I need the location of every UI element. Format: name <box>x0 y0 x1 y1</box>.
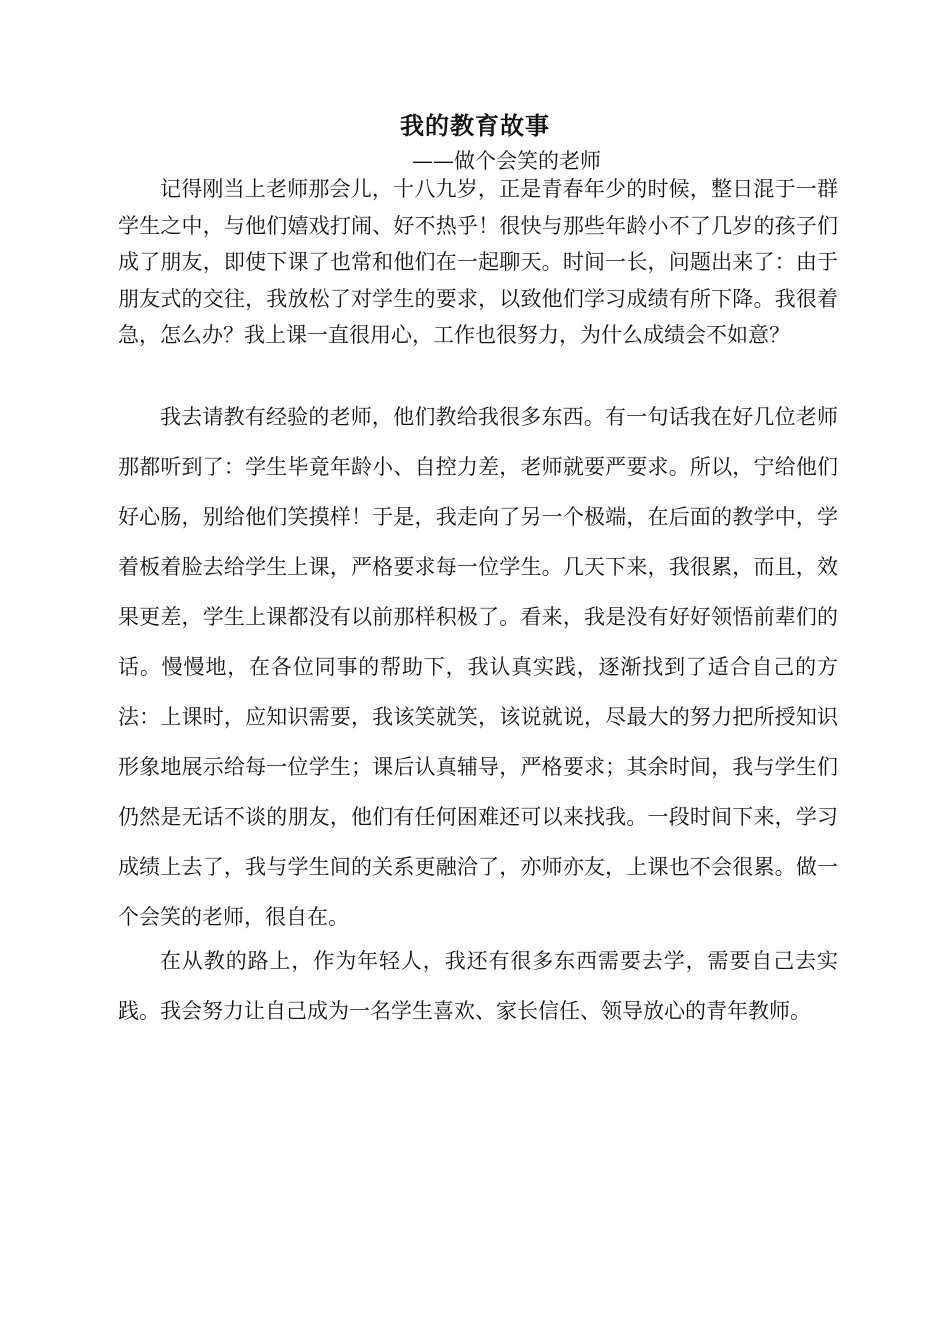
paragraph-2: 我去请教有经验的老师，他们教给我很多东西。有一句话我在好几位老师那都听到了：学生毕竟年龄小、自控力差，老师就要严要求。所以，宁给他们好心肠，别给他们笑摸样！于是，我走向了另一个极端，在后面的教学中，学着板着脸去给学生上课，严格要求每一位学生。几天下来，我很累，而且，效果更差，学生上课都没有以前那样积极了。看来，我是没有好好领悟前辈们的话。慢慢地，在各位同事的帮助下，我认真实践，逐渐找到了适合自己的方法：上课时，应知识需要，我该笑就笑，该说就说，尽最大的努力把所授知识形象地展示给每一位学生；课后认真辅导，严格要求；其余时间，我与学生们仍然是无话不谈的朋友，他们有任何困难还可以来找我。一段时间下来，学习成绩上去了，我与学生间的关系更融洽了，亦师亦友，上课也不会很累。做一个会笑的老师，很自在。 <box>118 405 838 929</box>
document-subtitle: ——做个会笑的老师 <box>412 149 601 173</box>
paragraph-3: 在从教的路上，作为年轻人，我还有很多东西需要去学，需要自己去实践。我会努力让自己成为一名学生喜欢、家长信任、领导放心的青年教师。 <box>118 949 838 1023</box>
paragraph-1: 记得刚当上老师那会儿，十八九岁，正是青春年少的时候，整日混于一群学生之中，与他们嬉戏打闹、好不热乎！很快与那些年龄小不了几岁的孩子们成了朋友，即使下课了也常和他们在一起聊天。时间一长，问题出来了：由于朋友式的交往，我放松了对学生的要求，以致他们学习成绩有所下降。我很着急，怎么办？我上课一直很用心，工作也很努力，为什么成绩会不如意？ <box>118 177 838 347</box>
document-title: 我的教育故事 <box>400 111 550 140</box>
